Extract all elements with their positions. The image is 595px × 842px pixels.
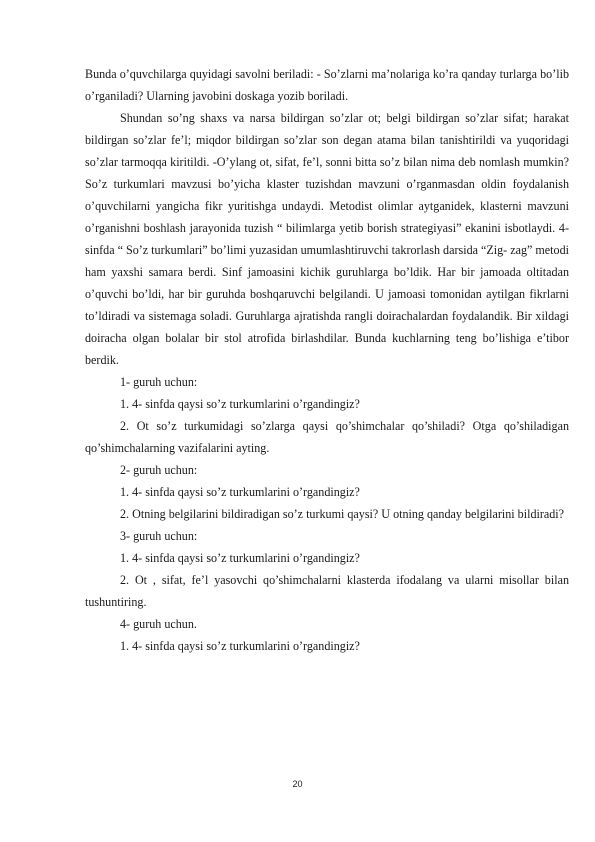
group-2-question-1: 1. 4- sinfda qaysi so’z turkumlarini o’rgandingiz? — [120, 485, 360, 499]
group-1-heading: 1- guruh uchun: — [120, 375, 198, 389]
group-3-heading: 3- guruh uchun: — [120, 529, 198, 543]
paragraph-intro-question: Bunda o’quvchilarga quyidagi savolni beriladi: - So’zlarni ma’nolariga ko’ra qanday turlarga bo’lib o’rganiladi? Ularning javobini doskaga yozib boriladi. — [85, 67, 569, 103]
page-number: 20 — [292, 779, 303, 789]
group-3-question-2: 2. Ot , sifat, fe’l yasovchi qo’shimchalarni klasterda ifodalang va ularni misollar bilan tushuntiring. — [85, 573, 569, 609]
group-2-question-2: 2. Otning belgilarini bildiradigan so’z turkumi qaysi? U otning qanday belgilarini bildiradi? — [120, 507, 565, 521]
group-1-question-1: 1. 4- sinfda qaysi so’z turkumlarini o’rgandingiz? — [120, 397, 360, 411]
group-4-heading: 4- guruh uchun. — [120, 617, 197, 631]
body-text — [85, 63, 569, 657]
paragraph-main-body: Shundan so’ng shaxs va narsa bildirgan so’zlar ot; belgi bildirgan so’zlar sifat; harakat bildirgan so’zlar fe’l; miqdor bildirgan so’zlar son degan atama bilan tanishtirildi va yuqoridagi so’zlar tarmoqqa kiritildi. -O’ylang ot, sifat, fe’l, sonni bitta so’z bilan nima deb nomlash mumkin? So’z turkumlari mavzusi bo’yicha klaster tuzishdan mavzuni o’rganmasdan oldin foydalanish o’quvchilarni yangicha fikr yuritishga undaydi. Metodist olimlar aytganidek, klasterni mavzuni o’rganishni boshlash jarayonida tuzish “ bilimlarga yetib borish strategiyasi” ekanini isbotlaydi. 4- sinfda “ So’z turkumlari” bo’limi yuzasidan umumlashtiruvchi takrorlash darsida “Zig- zag” metodi ham yaxshi samara berdi. Sinf jamoasini kichik guruhlarga bo’ldik. Har bir jamoada oltitadan o’quvchi bo’ldi, har bir guruhda boshqaruvchi belgilandi. U jamoasi tomonidan aytilgan fikrlarni to’ldiradi va sistemaga soladi. Guruhlarga ajratishda rangli doirachalardan foydalandik. Bir xildagi doiracha olgan bolalar bir stol atrofida birlashdilar. Bunda kuchlarning teng bo’lishiga e’tibor berdik. — [85, 111, 569, 367]
group-2-heading: 2- guruh uchun: — [120, 463, 198, 477]
group-1-question-2: 2. Ot so’z turkumidagi so’zlarga qaysi qo’shimchalar qo’shiladi? Otga qo’shiladigan qo’shimchalarning vazifalarini ayting. — [85, 419, 569, 455]
group-4-question-1: 1. 4- sinfda qaysi so’z turkumlarini o’rgandingiz? — [120, 639, 360, 653]
group-3-question-1: 1. 4- sinfda qaysi so’z turkumlarini o’rgandingiz? — [120, 551, 360, 565]
